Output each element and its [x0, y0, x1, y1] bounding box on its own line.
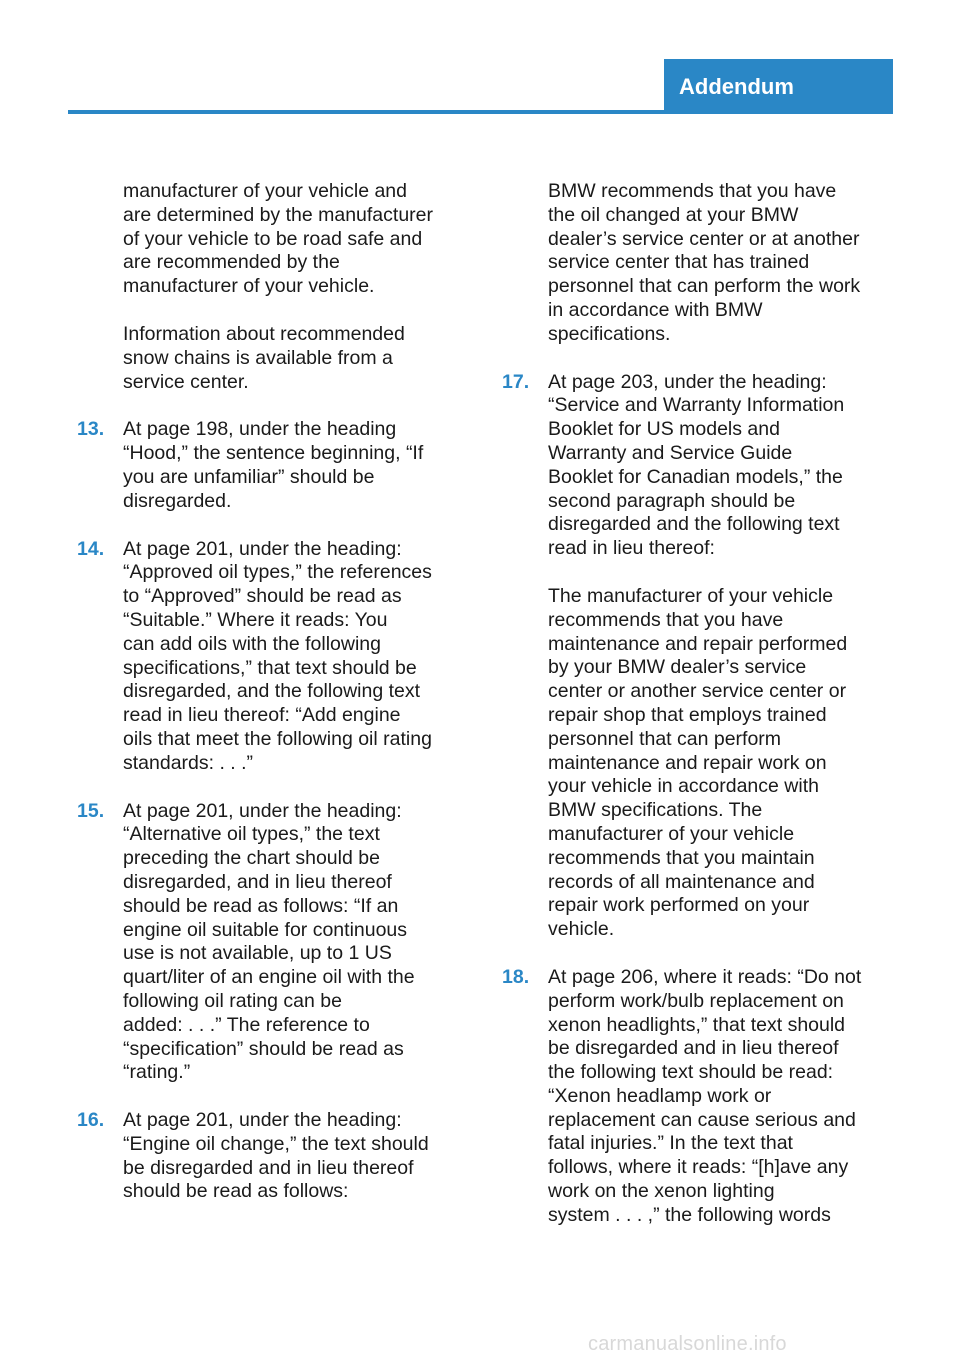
list-item — [77, 1109, 457, 1204]
list-item — [502, 371, 887, 561]
paragraph: manufacturer of your vehicle and are determined by the manufacturer of your vehicle to be road safe and are recommended by the manufacturer of your vehicle. — [123, 180, 434, 298]
item-number: 17. — [502, 370, 530, 393]
list-item — [502, 966, 887, 1228]
section-title: Addendum — [679, 73, 794, 99]
item-number: 15. — [77, 799, 105, 822]
left-column — [77, 180, 457, 1228]
item-text: At page 206, where it reads: “Do not perform work/bulb replacement on xenon headlights,” that text should be disregarded and in lieu thereof the following text should be read: “Xenon headlamp work or replacement can cause serious and fatal injuries.” In the text that follows, where it reads: “[h]ave any work on the xenon lighting system . . . ,” the following words — [548, 965, 862, 1226]
list-item — [77, 538, 457, 776]
item-text: At page 198, under the heading “Hood,” the sentence beginning, “If you are unfamiliar” should be disregarded. — [123, 418, 424, 512]
watermark: carmanualsonline.info — [588, 1333, 787, 1355]
item-number: 14. — [77, 537, 105, 560]
item-text: At page 201, under the heading: “Alternative oil types,” the text preceding the chart should be disregarded, and in lieu thereof should be read as follows: “If an engine oil suitable for continuous use is not available, up to 1 US quart/liter of an engine oil with the following oil rating can be added: . . .” The reference to “specification” should be read as “rating.” — [123, 799, 415, 1084]
paragraph: The manufacturer of your vehicle recommends that you have maintenance and repair performed by your BMW dealer’s service center or another service center or repair shop that employs trained personnel that can perform maintenance and repair work on your vehicle in accordance with BMW specifications. The manufacturer of your vehicle recommends that you maintain records of all maintenance and repair work performed on your vehicle. — [548, 584, 848, 941]
right-column — [502, 180, 887, 1252]
item-number: 18. — [502, 965, 530, 988]
item-text: At page 203, under the heading: “Service and Warranty Information Booklet for US models and Warranty and Service Guide Booklet for Canadian models,” the second paragraph should be disregarded and the following text read in lieu thereof: — [548, 370, 845, 560]
list-item — [77, 800, 457, 1086]
item-number: 16. — [77, 1109, 105, 1132]
item-text: At page 201, under the heading: “Engine oil change,” the text should be disregarded and in lieu thereof should be read as follows: — [123, 1109, 429, 1203]
item-text: At page 201, under the heading: “Approved oil types,” the references to “Approved” should be read as “Suitable.” Where it reads: You can add oils with the following specifications,” that text should be disregarded, and the following text read in lieu thereof: “Add engine oils that meet the following oil rating standards: . . .” — [123, 537, 432, 774]
section-tab — [664, 59, 893, 114]
paragraph: BMW recommends that you have the oil changed at your BMW dealer’s service center or at another service center that has trained personnel that can perform the work in accordance with BMW specifications. — [548, 180, 861, 345]
list-item — [77, 418, 457, 513]
item-number: 13. — [77, 418, 105, 441]
paragraph: Information about recommended snow chains is available from a service center. — [123, 322, 405, 393]
